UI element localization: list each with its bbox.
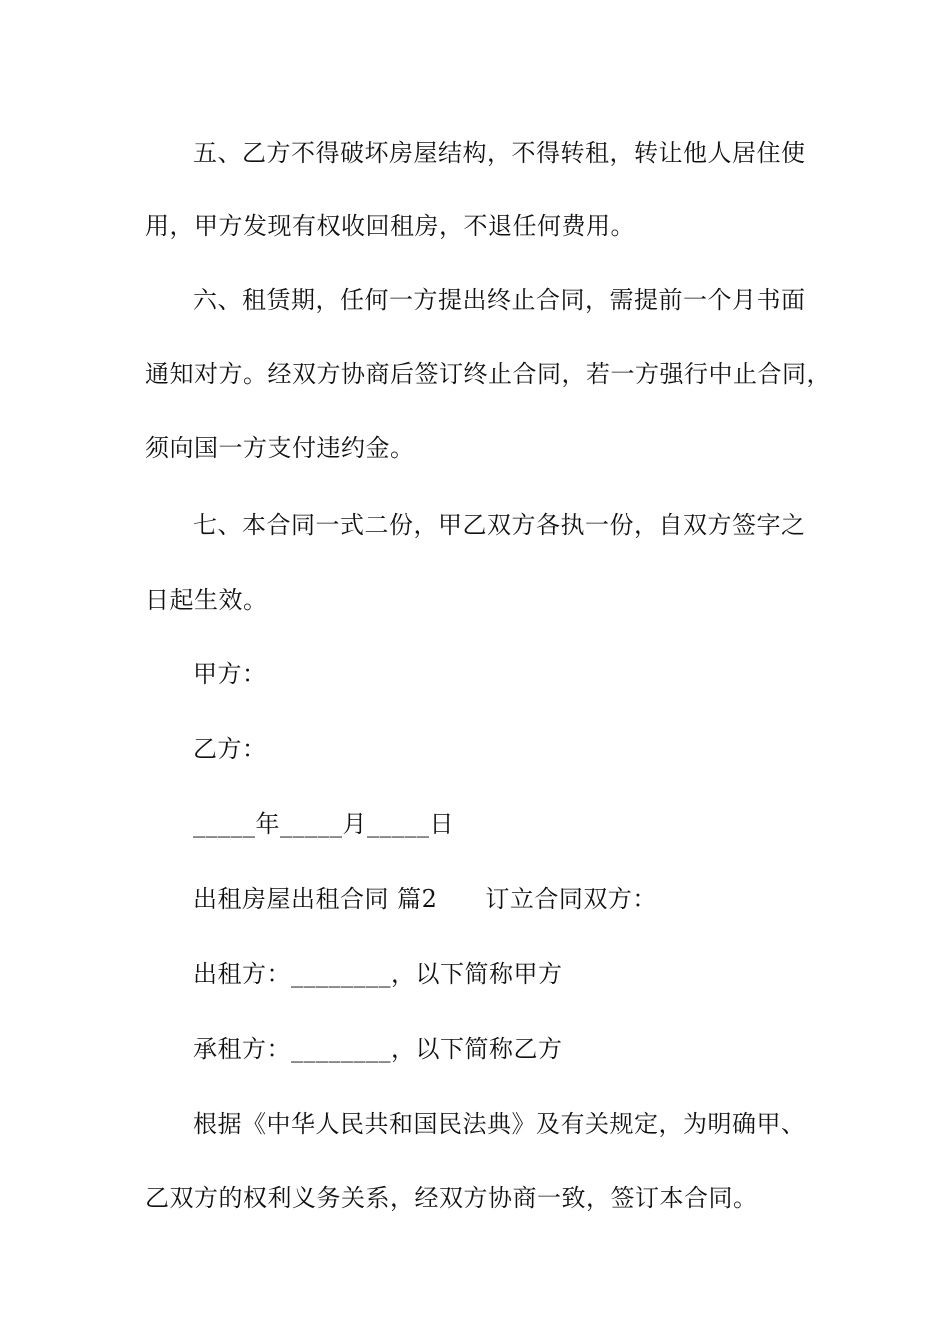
contract-parties-label: 订立合同双方： bbox=[485, 885, 657, 913]
party-b-label: 乙方： bbox=[193, 735, 267, 763]
lessor-line: 出租方：________，以下简称甲方 bbox=[193, 960, 563, 988]
clause-six-line-1: 六、租赁期，任何一方提出终止合同，需提前一个月书面 bbox=[193, 286, 806, 314]
section-heading-row bbox=[193, 883, 815, 915]
clause-seven-line-2: 日起生效。 bbox=[145, 586, 268, 614]
clause-five-line-1: 五、乙方不得破坏房屋结构，不得转租，转让他人居住使 bbox=[193, 139, 806, 167]
clause-seven-line-1: 七、本合同一式二份，甲乙双方各执一份，自双方签字之 bbox=[193, 511, 806, 539]
lessee-line: 承租方：________，以下简称乙方 bbox=[193, 1035, 563, 1063]
clause-six-line-3: 须向国一方支付违约金。 bbox=[145, 434, 415, 462]
party-a-label: 甲方： bbox=[193, 660, 267, 688]
clause-five-line-2: 用，甲方发现有权收回租房，不退任何费用。 bbox=[145, 212, 635, 240]
date-line: _____年_____月_____日 bbox=[193, 810, 454, 838]
basis-line-2: 乙双方的权利义务关系，经双方协商一致，签订本合同。 bbox=[145, 1184, 758, 1212]
basis-line-1: 根据《中华人民共和国民法典》及有关规定，为明确甲、 bbox=[193, 1110, 806, 1138]
section-heading: 出租房屋出租合同 篇2 bbox=[193, 885, 438, 913]
clause-six-line-2: 通知对方。经双方协商后签订终止合同，若一方强行中止合同， bbox=[145, 360, 831, 388]
